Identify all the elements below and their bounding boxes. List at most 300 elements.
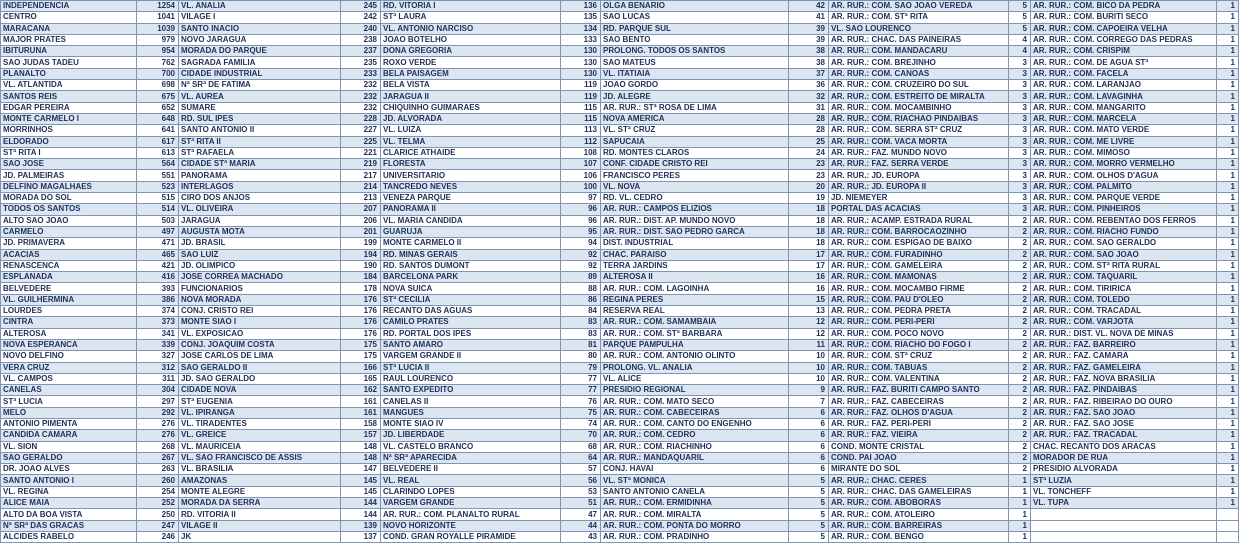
neighborhood-name-cell[interactable]: AR. RUR.: COM. MAMONAS <box>829 272 1009 283</box>
neighborhood-name-cell[interactable]: PRESIDIO REGIONAL <box>601 385 789 396</box>
count-cell[interactable]: 1 <box>1217 193 1239 204</box>
count-cell[interactable]: 2 <box>1009 418 1031 429</box>
count-cell[interactable]: 1 <box>1217 12 1239 23</box>
count-cell[interactable]: 1 <box>1217 283 1239 294</box>
neighborhood-name-cell[interactable]: AR. RUR.: CHAC. CERES <box>829 475 1009 486</box>
neighborhood-name-cell[interactable]: SAO LUIZ <box>179 249 341 260</box>
neighborhood-name-cell[interactable]: AR. RUR.: COM. SAO JOAO <box>1031 249 1217 260</box>
count-cell[interactable]: 15 <box>789 294 829 305</box>
neighborhood-name-cell[interactable]: COND. GRAN ROYALLE PIRAMIDE <box>381 531 561 542</box>
count-cell[interactable]: 1 <box>1217 441 1239 452</box>
neighborhood-name-cell[interactable]: STª LUZIA <box>1031 475 1217 486</box>
neighborhood-name-cell[interactable]: AR. RUR.: COM. PALMITO <box>1031 181 1217 192</box>
count-cell[interactable]: 31 <box>789 102 829 113</box>
neighborhood-name-cell[interactable]: STª CECILIA <box>381 294 561 305</box>
count-cell[interactable]: 1 <box>1217 204 1239 215</box>
count-cell[interactable]: 23 <box>789 170 829 181</box>
neighborhood-name-cell[interactable]: PANORAMA <box>179 170 341 181</box>
count-cell[interactable]: 12 <box>789 317 829 328</box>
neighborhood-name-cell[interactable]: BELA PAISAGEM <box>381 68 561 79</box>
count-cell[interactable]: 1 <box>1217 226 1239 237</box>
neighborhood-name-cell[interactable]: AR. RUR.: COM. BREJINHO <box>829 57 1009 68</box>
count-cell[interactable]: 374 <box>137 306 179 317</box>
neighborhood-name-cell[interactable]: LOURDES <box>1 306 137 317</box>
count-cell[interactable]: 232 <box>341 91 381 102</box>
neighborhood-name-cell[interactable]: AR. RUR.: COM. SAO JOAO VEREDA <box>829 1 1009 12</box>
neighborhood-name-cell[interactable]: TERRA JARDINS <box>601 260 789 271</box>
neighborhood-name-cell[interactable]: DELFINO MAGALHAES <box>1 181 137 192</box>
neighborhood-name-cell[interactable]: AR. RUR.: COM. MOCAMBO FIRME <box>829 283 1009 294</box>
count-cell[interactable]: 206 <box>341 215 381 226</box>
count-cell[interactable]: 247 <box>137 520 179 531</box>
count-cell[interactable]: 2 <box>1009 328 1031 339</box>
neighborhood-name-cell[interactable] <box>1031 509 1217 520</box>
count-cell[interactable]: 157 <box>341 430 381 441</box>
neighborhood-name-cell[interactable]: ACACIAS <box>1 249 137 260</box>
neighborhood-name-cell[interactable]: VL. STª CRUZ <box>601 125 789 136</box>
neighborhood-name-cell[interactable]: AR. RUR.: COM. REBENTAO DOS FERROS <box>1031 215 1217 226</box>
neighborhood-name-cell[interactable]: SAO JOSE <box>1 159 137 170</box>
neighborhood-name-cell[interactable]: VL. TONCHEFF <box>1031 486 1217 497</box>
count-cell[interactable]: 219 <box>341 159 381 170</box>
neighborhood-name-cell[interactable]: CONF. CIDADE CRISTO REI <box>601 159 789 170</box>
count-cell[interactable]: 96 <box>561 215 601 226</box>
count-cell[interactable]: 2 <box>1009 294 1031 305</box>
neighborhood-name-cell[interactable]: CLARICE ATHAIDE <box>381 147 561 158</box>
count-cell[interactable]: 95 <box>561 226 601 237</box>
neighborhood-name-cell[interactable]: VL. REAL <box>381 475 561 486</box>
count-cell[interactable]: 10 <box>789 373 829 384</box>
count-cell[interactable]: 471 <box>137 238 179 249</box>
count-cell[interactable]: 1 <box>1217 80 1239 91</box>
count-cell[interactable]: 23 <box>789 159 829 170</box>
count-cell[interactable]: 130 <box>561 57 601 68</box>
neighborhood-name-cell[interactable]: ALTEROSA <box>1 328 137 339</box>
neighborhood-name-cell[interactable]: VL. ALICE <box>601 373 789 384</box>
neighborhood-name-cell[interactable]: ROXO VERDE <box>381 57 561 68</box>
neighborhood-name-cell[interactable]: CENTRO <box>1 12 137 23</box>
neighborhood-name-cell[interactable]: AR. RUR.: FAZ. CABECEIRAS <box>829 396 1009 407</box>
neighborhood-name-cell[interactable]: FLORESTA <box>381 159 561 170</box>
count-cell[interactable]: 297 <box>137 396 179 407</box>
count-cell[interactable]: 2 <box>1009 283 1031 294</box>
neighborhood-name-cell[interactable]: AR. RUR.: FAZ. RIBEIRAO DO OURO <box>1031 396 1217 407</box>
neighborhood-name-cell[interactable]: VL. GUILHERMINA <box>1 294 137 305</box>
count-cell[interactable]: 6 <box>789 418 829 429</box>
neighborhood-name-cell[interactable]: AR. RUR.: FAZ. VIEIRA <box>829 430 1009 441</box>
count-cell[interactable]: 762 <box>137 57 179 68</box>
neighborhood-name-cell[interactable]: ESPLANADA <box>1 272 137 283</box>
count-cell[interactable]: 1 <box>1217 57 1239 68</box>
neighborhood-name-cell[interactable]: RD. PARQUE SUL <box>601 23 789 34</box>
neighborhood-name-cell[interactable]: AR. RUR.: COM. RIACHO DO FOGO I <box>829 339 1009 350</box>
neighborhood-name-cell[interactable]: AR. RUR.: COM. CEDRO <box>601 430 789 441</box>
neighborhood-name-cell[interactable]: AR. RUR.: COM. TIRIRICA <box>1031 283 1217 294</box>
neighborhood-name-cell[interactable]: SANTO EXPEDITO <box>381 385 561 396</box>
count-cell[interactable]: 77 <box>561 385 601 396</box>
neighborhood-name-cell[interactable]: VL. CAMPOS <box>1 373 137 384</box>
neighborhood-name-cell[interactable]: AR. RUR.: COM. PEDRA PRETA <box>829 306 1009 317</box>
count-cell[interactable]: 74 <box>561 418 601 429</box>
neighborhood-name-cell[interactable]: CARMELO <box>1 226 137 237</box>
neighborhood-name-cell[interactable]: AR. RUR.: COM. PERI-PERI <box>829 317 1009 328</box>
count-cell[interactable]: 1 <box>1009 531 1031 542</box>
count-cell[interactable]: 83 <box>561 317 601 328</box>
neighborhood-name-cell[interactable]: AR. RUR.: FAZ. TRACADAL <box>1031 430 1217 441</box>
neighborhood-name-cell[interactable]: AR. RUR.: COM. VACA MORTA <box>829 136 1009 147</box>
count-cell[interactable]: 1 <box>1217 407 1239 418</box>
count-cell[interactable]: 341 <box>137 328 179 339</box>
neighborhood-name-cell[interactable]: AR. RUR.: COM. FACELA <box>1031 68 1217 79</box>
count-cell[interactable]: 232 <box>341 102 381 113</box>
count-cell[interactable]: 1 <box>1217 159 1239 170</box>
neighborhood-name-cell[interactable]: SANTO AMARO <box>381 339 561 350</box>
count-cell[interactable]: 6 <box>789 430 829 441</box>
count-cell[interactable]: 184 <box>341 272 381 283</box>
neighborhood-name-cell[interactable]: AR. RUR.: FAZ. NOVA BRASILIA <box>1031 373 1217 384</box>
count-cell[interactable]: 2 <box>1009 441 1031 452</box>
neighborhood-name-cell[interactable]: PARQUE PAMPULHA <box>601 339 789 350</box>
neighborhood-name-cell[interactable]: STª LUCIA II <box>381 362 561 373</box>
neighborhood-name-cell[interactable]: AR. RUR.: COM. ATOLEIRO <box>829 509 1009 520</box>
count-cell[interactable]: 240 <box>341 23 381 34</box>
count-cell[interactable]: 130 <box>561 68 601 79</box>
count-cell[interactable]: 235 <box>341 57 381 68</box>
count-cell[interactable]: 2 <box>1009 215 1031 226</box>
count-cell[interactable]: 564 <box>137 159 179 170</box>
count-cell[interactable]: 4 <box>1009 46 1031 57</box>
neighborhood-name-cell[interactable]: JD. SAO GERALDO <box>179 373 341 384</box>
neighborhood-name-cell[interactable] <box>1031 531 1217 542</box>
neighborhood-name-cell[interactable]: STª RITA II <box>179 136 341 147</box>
neighborhood-name-cell[interactable]: MONTE SIAO IV <box>381 418 561 429</box>
neighborhood-name-cell[interactable]: AR. RUR.: FAZ. OLHOS D'AGUA <box>829 407 1009 418</box>
count-cell[interactable]: 139 <box>341 520 381 531</box>
count-cell[interactable]: 4 <box>1009 34 1031 45</box>
count-cell[interactable]: 68 <box>561 441 601 452</box>
count-cell[interactable]: 1 <box>1217 498 1239 509</box>
neighborhood-name-cell[interactable]: AR. RUR.: COM. POCO NOVO <box>829 328 1009 339</box>
count-cell[interactable]: 311 <box>137 373 179 384</box>
count-cell[interactable]: 178 <box>341 283 381 294</box>
neighborhood-name-cell[interactable]: DR. JOAO ALVES <box>1 464 137 475</box>
count-cell[interactable]: 339 <box>137 339 179 350</box>
count-cell[interactable]: 64 <box>561 452 601 463</box>
count-cell[interactable]: 2 <box>1009 464 1031 475</box>
neighborhood-name-cell[interactable]: AR. RUR.: COM. CANTO DO ENGENHO <box>601 418 789 429</box>
neighborhood-name-cell[interactable]: CIDADE NOVA <box>179 385 341 396</box>
count-cell[interactable]: 5 <box>1009 23 1031 34</box>
count-cell[interactable]: 108 <box>561 147 601 158</box>
count-cell[interactable]: 1 <box>1009 475 1031 486</box>
neighborhood-name-cell[interactable]: MIRANTE DO SOL <box>829 464 1009 475</box>
count-cell[interactable]: 84 <box>561 306 601 317</box>
count-cell[interactable]: 312 <box>137 362 179 373</box>
count-cell[interactable]: 106 <box>561 170 601 181</box>
count-cell[interactable]: 165 <box>341 373 381 384</box>
count-cell[interactable]: 166 <box>341 362 381 373</box>
count-cell[interactable]: 1 <box>1217 486 1239 497</box>
count-cell[interactable]: 1 <box>1217 68 1239 79</box>
count-cell[interactable]: 3 <box>1009 204 1031 215</box>
neighborhood-name-cell[interactable]: VL. EXPOSICAO <box>179 328 341 339</box>
count-cell[interactable]: 18 <box>789 238 829 249</box>
neighborhood-name-cell[interactable]: AR. RUR.: COM. DE AGUA STª <box>1031 57 1217 68</box>
neighborhood-name-cell[interactable]: AR. RUR.: COM. STª BARBARA <box>601 328 789 339</box>
neighborhood-name-cell[interactable]: MARACANA <box>1 23 137 34</box>
count-cell[interactable]: 130 <box>561 46 601 57</box>
neighborhood-name-cell[interactable]: CANDIDA CAMARA <box>1 430 137 441</box>
neighborhood-name-cell[interactable]: SANTO ANTONIO I <box>1 475 137 486</box>
neighborhood-name-cell[interactable]: AR. RUR.: COM. PINHEIROS <box>1031 204 1217 215</box>
count-cell[interactable]: 56 <box>561 475 601 486</box>
count-cell[interactable]: 3 <box>1009 80 1031 91</box>
neighborhood-name-cell[interactable]: STª RAFAELA <box>179 147 341 158</box>
neighborhood-name-cell[interactable]: ELDORADO <box>1 136 137 147</box>
neighborhood-name-cell[interactable]: AR. RUR.: FAZ. SAO JOSE <box>1031 418 1217 429</box>
count-cell[interactable]: 25 <box>789 136 829 147</box>
count-cell[interactable]: 1 <box>1217 339 1239 350</box>
count-cell[interactable]: 2 <box>1009 452 1031 463</box>
count-cell[interactable]: 613 <box>137 147 179 158</box>
count-cell[interactable]: 228 <box>341 113 381 124</box>
count-cell[interactable]: 194 <box>341 249 381 260</box>
count-cell[interactable]: 119 <box>561 80 601 91</box>
neighborhood-name-cell[interactable]: ANTONIO PIMENTA <box>1 418 137 429</box>
count-cell[interactable]: 2 <box>1009 306 1031 317</box>
count-cell[interactable]: 86 <box>561 294 601 305</box>
neighborhood-name-cell[interactable]: MORRINHOS <box>1 125 137 136</box>
count-cell[interactable]: 7 <box>789 396 829 407</box>
count-cell[interactable]: 1 <box>1217 215 1239 226</box>
neighborhood-name-cell[interactable]: JOAO GORDO <box>601 80 789 91</box>
count-cell[interactable]: 76 <box>561 396 601 407</box>
count-cell[interactable]: 137 <box>341 531 381 542</box>
count-cell[interactable]: 1 <box>1217 238 1239 249</box>
neighborhood-name-cell[interactable]: JARAGUA <box>179 215 341 226</box>
count-cell[interactable]: 652 <box>137 102 179 113</box>
count-cell[interactable]: 238 <box>341 34 381 45</box>
neighborhood-name-cell[interactable]: VL. LUIZA <box>381 125 561 136</box>
neighborhood-name-cell[interactable]: AR. RUR.: CHAC. DAS PAINEIRAS <box>829 34 1009 45</box>
count-cell[interactable]: 201 <box>341 226 381 237</box>
neighborhood-name-cell[interactable]: AR. RUR.: COM. CRUZEIRO DO SUL <box>829 80 1009 91</box>
count-cell[interactable]: 158 <box>341 418 381 429</box>
count-cell[interactable]: 20 <box>789 181 829 192</box>
neighborhood-name-cell[interactable]: CIRO DOS ANJOS <box>179 193 341 204</box>
count-cell[interactable]: 3 <box>1009 125 1031 136</box>
neighborhood-name-cell[interactable]: ALCIDES RABELO <box>1 531 137 542</box>
neighborhood-name-cell[interactable]: CHAC. PARAISO <box>601 249 789 260</box>
neighborhood-name-cell[interactable]: VL. SION <box>1 441 137 452</box>
count-cell[interactable]: 227 <box>341 125 381 136</box>
count-cell[interactable]: 416 <box>137 272 179 283</box>
count-cell[interactable]: 92 <box>561 249 601 260</box>
neighborhood-name-cell[interactable]: AR. RUR.: COM. OLHOS D'AGUA <box>1031 170 1217 181</box>
count-cell[interactable]: 24 <box>789 147 829 158</box>
neighborhood-name-cell[interactable]: AMAZONAS <box>179 475 341 486</box>
count-cell[interactable]: 5 <box>789 520 829 531</box>
count-cell[interactable]: 134 <box>561 23 601 34</box>
count-cell[interactable]: 242 <box>341 12 381 23</box>
neighborhood-name-cell[interactable]: SAO BENTO <box>601 34 789 45</box>
neighborhood-name-cell[interactable]: MANGUES <box>381 407 561 418</box>
count-cell[interactable]: 268 <box>137 441 179 452</box>
neighborhood-name-cell[interactable]: AR. RUR.: COM. SERRA STª CRUZ <box>829 125 1009 136</box>
count-cell[interactable]: 11 <box>789 339 829 350</box>
neighborhood-name-cell[interactable]: AR. RUR.: COM. TOLEDO <box>1031 294 1217 305</box>
count-cell[interactable]: 89 <box>561 272 601 283</box>
count-cell[interactable]: 2 <box>1009 249 1031 260</box>
neighborhood-name-cell[interactable]: VL. AUREA <box>179 91 341 102</box>
neighborhood-name-cell[interactable]: MORADOR DE RUA <box>1031 452 1217 463</box>
count-cell[interactable]: 39 <box>789 23 829 34</box>
count-cell[interactable]: 94 <box>561 238 601 249</box>
count-cell[interactable]: 3 <box>1009 181 1031 192</box>
count-cell[interactable]: 246 <box>137 531 179 542</box>
neighborhood-name-cell[interactable]: VL. NOVA <box>601 181 789 192</box>
neighborhood-name-cell[interactable]: RD. MONTES CLAROS <box>601 147 789 158</box>
count-cell[interactable]: 1 <box>1217 34 1239 45</box>
neighborhood-name-cell[interactable]: SAGRADA FAMILIA <box>179 57 341 68</box>
count-cell[interactable]: 5 <box>789 498 829 509</box>
neighborhood-name-cell[interactable]: VL. STª MONICA <box>601 475 789 486</box>
count-cell[interactable]: 175 <box>341 339 381 350</box>
count-cell[interactable]: 41 <box>789 12 829 23</box>
neighborhood-name-cell[interactable]: NOVA SUICA <box>381 283 561 294</box>
neighborhood-name-cell[interactable]: AR. RUR.: COM. CORREGO DAS PEDRAS <box>1031 34 1217 45</box>
count-cell[interactable]: 2 <box>1009 339 1031 350</box>
neighborhood-name-cell[interactable]: AR. RUR.: COM. GAMELEIRA <box>829 260 1009 271</box>
neighborhood-name-cell[interactable]: ALTO SAO JOAO <box>1 215 137 226</box>
neighborhood-name-cell[interactable]: SAPUCAIA <box>601 136 789 147</box>
neighborhood-name-cell[interactable]: SAO LUCAS <box>601 12 789 23</box>
count-cell[interactable]: 1 <box>1217 46 1239 57</box>
count-cell[interactable]: 13 <box>789 306 829 317</box>
neighborhood-name-cell[interactable]: PROLONG. VL. ANALIA <box>601 362 789 373</box>
neighborhood-name-cell[interactable]: AR. RUR.: COM. MARCELA <box>1031 113 1217 124</box>
neighborhood-name-cell[interactable]: STª LUCIA <box>1 396 137 407</box>
neighborhood-name-cell[interactable]: AR. RUR.: COM. CANOAS <box>829 68 1009 79</box>
count-cell[interactable]: 1 <box>1217 328 1239 339</box>
neighborhood-name-cell[interactable]: AR. RUR.: COM. TAQUARIL <box>1031 272 1217 283</box>
count-cell[interactable]: 16 <box>789 283 829 294</box>
count-cell[interactable]: 700 <box>137 68 179 79</box>
neighborhood-name-cell[interactable]: VL. TIRADENTES <box>179 418 341 429</box>
neighborhood-name-cell[interactable]: RAUL LOURENCO <box>381 373 561 384</box>
neighborhood-name-cell[interactable]: AR. RUR.: COM. ERMIDINHA <box>601 498 789 509</box>
count-cell[interactable]: 6 <box>789 441 829 452</box>
neighborhood-name-cell[interactable]: SANTO ANTONIO II <box>179 125 341 136</box>
neighborhood-name-cell[interactable]: AR. RUR.: FAZ. BARREIRO <box>1031 339 1217 350</box>
count-cell[interactable]: 551 <box>137 170 179 181</box>
count-cell[interactable]: 1041 <box>137 12 179 23</box>
count-cell[interactable]: 232 <box>341 80 381 91</box>
count-cell[interactable]: 36 <box>789 80 829 91</box>
count-cell[interactable]: 2 <box>1009 317 1031 328</box>
count-cell[interactable]: 81 <box>561 339 601 350</box>
neighborhood-name-cell[interactable]: RD. VITORIA II <box>179 509 341 520</box>
count-cell[interactable]: 92 <box>561 260 601 271</box>
neighborhood-name-cell[interactable]: MONTE SIAO I <box>179 317 341 328</box>
count-cell[interactable]: 373 <box>137 317 179 328</box>
neighborhood-name-cell[interactable]: STª RITA I <box>1 147 137 158</box>
neighborhood-name-cell[interactable]: RD. MINAS GERAIS <box>381 249 561 260</box>
count-cell[interactable]: 1 <box>1217 113 1239 124</box>
neighborhood-name-cell[interactable]: AR. RUR.: FAZ. SERRA VERDE <box>829 159 1009 170</box>
neighborhood-name-cell[interactable]: CONJ. CRISTO REI <box>179 306 341 317</box>
count-cell[interactable]: 10 <box>789 351 829 362</box>
neighborhood-name-cell[interactable]: AR. RUR.: JD. EUROPA <box>829 170 1009 181</box>
count-cell[interactable]: 18 <box>789 226 829 237</box>
neighborhood-name-cell[interactable]: MONTE ALEGRE <box>179 486 341 497</box>
neighborhood-name-cell[interactable]: AR. RUR.: COM. MATO SECO <box>601 396 789 407</box>
count-cell[interactable]: 1 <box>1217 317 1239 328</box>
neighborhood-name-cell[interactable]: AR. RUR.: COM. VARJOTA <box>1031 317 1217 328</box>
count-cell[interactable]: 38 <box>789 57 829 68</box>
neighborhood-name-cell[interactable]: VL. CASTELO BRANCO <box>381 441 561 452</box>
neighborhood-name-cell[interactable]: VILAGE I <box>179 12 341 23</box>
neighborhood-name-cell[interactable]: AR. RUR.: MANDAQUARIL <box>601 452 789 463</box>
count-cell[interactable]: 199 <box>341 238 381 249</box>
count-cell[interactable]: 135 <box>561 12 601 23</box>
neighborhood-name-cell[interactable]: AR. RUR.: COM. BARREIRAS <box>829 520 1009 531</box>
neighborhood-name-cell[interactable]: CHAC. RECANTO DOS ARACAS <box>1031 441 1217 452</box>
count-cell[interactable]: 1 <box>1009 486 1031 497</box>
neighborhood-name-cell[interactable]: AR. RUR.: COM. MOCAMBINHO <box>829 102 1009 113</box>
count-cell[interactable]: 523 <box>137 181 179 192</box>
neighborhood-name-cell[interactable]: GUARUJA <box>381 226 561 237</box>
neighborhood-name-cell[interactable]: SAO MATEUS <box>601 57 789 68</box>
count-cell[interactable]: 2 <box>1009 373 1031 384</box>
neighborhood-name-cell[interactable]: AR. RUR.: JD. EUROPA II <box>829 181 1009 192</box>
count-cell[interactable]: 161 <box>341 396 381 407</box>
neighborhood-name-cell[interactable]: AR. RUR.: COM. PRADINHO <box>601 531 789 542</box>
neighborhood-name-cell[interactable]: VILAGE II <box>179 520 341 531</box>
count-cell[interactable]: 2 <box>1009 226 1031 237</box>
neighborhood-name-cell[interactable]: UNIVERSITARIO <box>381 170 561 181</box>
count-cell[interactable]: 70 <box>561 430 601 441</box>
neighborhood-name-cell[interactable]: AR. RUR.: COM. LAGOINHA <box>601 283 789 294</box>
neighborhood-name-cell[interactable]: VL. MAURICEIA <box>179 441 341 452</box>
neighborhood-name-cell[interactable]: OLGA BENARIO <box>601 1 789 12</box>
neighborhood-name-cell[interactable]: RENASCENCA <box>1 260 137 271</box>
count-cell[interactable]: 503 <box>137 215 179 226</box>
count-cell[interactable]: 1 <box>1217 272 1239 283</box>
count-cell[interactable]: 515 <box>137 193 179 204</box>
neighborhood-name-cell[interactable]: TANCREDO NEVES <box>381 181 561 192</box>
neighborhood-name-cell[interactable]: AR. RUR.: COM. TABUAS <box>829 362 1009 373</box>
count-cell[interactable]: 176 <box>341 306 381 317</box>
count-cell[interactable]: 3 <box>1009 136 1031 147</box>
count-cell[interactable]: 133 <box>561 34 601 45</box>
count-cell[interactable]: 77 <box>561 373 601 384</box>
neighborhood-name-cell[interactable]: AR. RUR.: FAZ. PERI-PERI <box>829 418 1009 429</box>
neighborhood-name-cell[interactable]: VL. GREICE <box>179 430 341 441</box>
count-cell[interactable]: 10 <box>789 362 829 373</box>
neighborhood-name-cell[interactable]: CONJ. HAVAI <box>601 464 789 475</box>
count-cell[interactable]: 175 <box>341 351 381 362</box>
neighborhood-name-cell[interactable]: VENEZA PARQUE <box>381 193 561 204</box>
count-cell[interactable]: 1 <box>1009 520 1031 531</box>
count-cell[interactable]: 3 <box>1009 193 1031 204</box>
neighborhood-name-cell[interactable]: AR. RUR.: FAZ. PINDAIBAS <box>1031 385 1217 396</box>
count-cell[interactable]: 2 <box>1009 396 1031 407</box>
neighborhood-name-cell[interactable]: ALTEROSA II <box>601 272 789 283</box>
neighborhood-name-cell[interactable]: VL. BRASILIA <box>179 464 341 475</box>
neighborhood-name-cell[interactable]: EDGAR PEREIRA <box>1 102 137 113</box>
count-cell[interactable]: 207 <box>341 204 381 215</box>
